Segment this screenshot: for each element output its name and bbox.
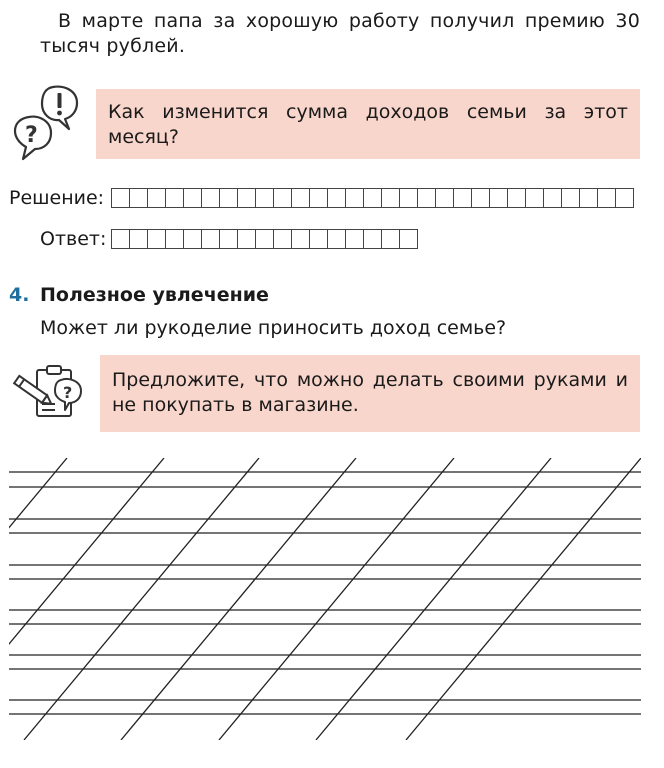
- problem-text: [40, 9, 640, 59]
- answer-cell[interactable]: [310, 230, 328, 248]
- solution-answer-cells[interactable]: [111, 188, 634, 208]
- answer-cell[interactable]: [508, 189, 526, 207]
- section-question: Может ли рукоделие приносить доход семье?: [40, 317, 507, 339]
- task-callout-text: Предложите, что можно делать своими руками и не покупать в магазине.: [112, 369, 628, 416]
- answer-cell[interactable]: [580, 189, 598, 207]
- answer-cell[interactable]: [220, 189, 238, 207]
- answer-cell[interactable]: [148, 189, 166, 207]
- slant-line: [406, 458, 641, 740]
- solution-label: Решение:: [9, 187, 105, 209]
- question-callout: [96, 89, 640, 159]
- slant-line: [24, 458, 259, 740]
- answer-cell[interactable]: [112, 189, 130, 207]
- writing-area[interactable]: [9, 458, 641, 740]
- answer-cell[interactable]: [130, 230, 148, 248]
- answer-cell[interactable]: [310, 189, 328, 207]
- answer-cell[interactable]: [130, 189, 148, 207]
- svg-text:?: ?: [63, 383, 73, 402]
- answer-cells[interactable]: [111, 229, 418, 249]
- answer-cell[interactable]: [346, 230, 364, 248]
- answer-cell[interactable]: [544, 189, 562, 207]
- answer-cell[interactable]: [292, 230, 310, 248]
- answer-cell[interactable]: [526, 189, 544, 207]
- answer-cell[interactable]: [346, 189, 364, 207]
- answer-cell[interactable]: [382, 189, 400, 207]
- answer-cell[interactable]: [454, 189, 472, 207]
- answer-cell[interactable]: [202, 230, 220, 248]
- answer-cell[interactable]: [364, 189, 382, 207]
- answer-cell[interactable]: [598, 189, 616, 207]
- answer-cell[interactable]: [472, 189, 490, 207]
- answer-cell[interactable]: [328, 189, 346, 207]
- slant-line: [219, 458, 454, 740]
- section-title: Полезное увлечение: [40, 284, 269, 306]
- answer-cell[interactable]: [400, 189, 418, 207]
- answer-cell[interactable]: [328, 230, 346, 248]
- answer-cell[interactable]: [382, 230, 400, 248]
- answer-cell[interactable]: [202, 189, 220, 207]
- answer-cell[interactable]: [238, 230, 256, 248]
- slant-line: [9, 458, 67, 740]
- answer-cell[interactable]: [238, 189, 256, 207]
- answer-cell[interactable]: [364, 230, 382, 248]
- answer-cell[interactable]: [562, 189, 580, 207]
- answer-cell[interactable]: [400, 230, 418, 248]
- question-exclamation-bubbles-icon: [9, 83, 85, 163]
- answer-cell[interactable]: [256, 189, 274, 207]
- slant-line: [121, 458, 356, 740]
- answer-cell[interactable]: [256, 230, 274, 248]
- answer-cell[interactable]: [148, 230, 166, 248]
- problem-text-content: В марте папа за хорошую работу получил премию 30 тысяч рублей.: [40, 10, 640, 57]
- answer-cell[interactable]: [166, 189, 184, 207]
- answer-cell[interactable]: [112, 230, 130, 248]
- answer-cell[interactable]: [166, 230, 184, 248]
- answer-cell[interactable]: [220, 230, 238, 248]
- answer-cell[interactable]: [616, 189, 634, 207]
- svg-text:?: ?: [25, 123, 38, 148]
- question-callout-text: Как изменится сумма доходов семьи за этот месяц?: [108, 101, 628, 148]
- clipboard-pencil-question-icon: [9, 360, 95, 426]
- answer-cell[interactable]: [292, 189, 310, 207]
- slant-line: [316, 458, 551, 740]
- section-number: 4.: [9, 284, 30, 306]
- answer-cell[interactable]: [436, 189, 454, 207]
- answer-cell[interactable]: [274, 230, 292, 248]
- answer-cell[interactable]: [274, 189, 292, 207]
- task-callout: [100, 355, 640, 432]
- answer-cell[interactable]: [184, 189, 202, 207]
- answer-cell[interactable]: [184, 230, 202, 248]
- answer-label: Ответ:: [40, 228, 107, 250]
- answer-cell[interactable]: [418, 189, 436, 207]
- answer-cell[interactable]: [490, 189, 508, 207]
